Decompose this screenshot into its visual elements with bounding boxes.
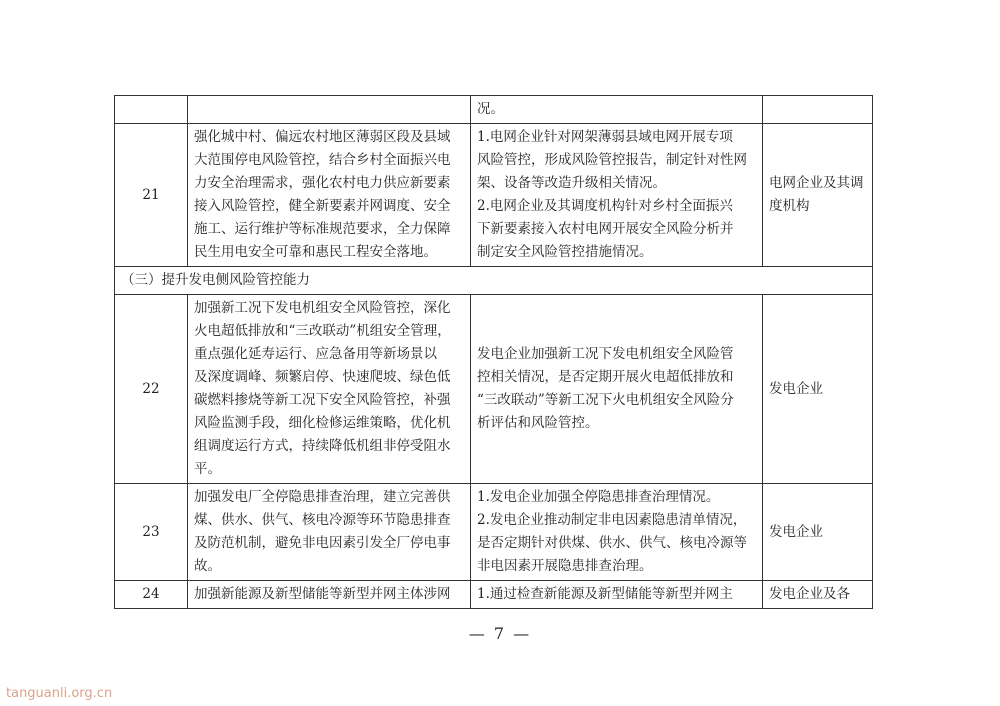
measure-line: 接入风险管控，健全新要素并网调度、安全	[194, 198, 451, 214]
criteria-line: 2.发电企业推动制定非电因素隐患清单情况，	[477, 512, 747, 528]
criteria-cell	[471, 124, 763, 267]
measure-line: 大范围停电风险管控，结合乡村全面振兴电	[194, 152, 451, 168]
measure-line: 及防范机制，避免非电因素引发全厂停电事	[194, 535, 451, 551]
table-row	[115, 295, 873, 484]
row-number: 23	[115, 484, 188, 581]
criteria-line: 下新要素接入农村电网开展安全风险分析并	[477, 221, 734, 237]
criteria-line: 控相关情况，是否定期开展火电超低排放和	[477, 369, 734, 385]
criteria-line: 风险管控，形成风险管控报告，制定针对性网	[477, 152, 747, 168]
measure-cell	[188, 124, 471, 267]
measure-line: 强化城中村、偏远农村地区薄弱区段及县域	[194, 129, 451, 145]
responsible-org: 发电企业及各	[763, 581, 873, 609]
criteria-line: 是否定期针对供煤、供水、供气、核电冷源等	[477, 535, 747, 551]
criteria-line: 1.通过检查新能源及新型储能等新型并网主	[477, 586, 733, 602]
responsible-org	[763, 96, 873, 124]
criteria-line: 1.发电企业加强全停隐患排查治理情况。	[477, 489, 720, 505]
criteria-line: 2.电网企业及其调度机构针对乡村全面振兴	[477, 198, 733, 214]
measures-table	[114, 95, 873, 609]
page-number: — 7 —	[468, 624, 532, 643]
criteria-line: 1.电网企业针对网架薄弱县域电网开展专项	[477, 129, 733, 145]
responsible-org: 发电企业	[763, 295, 873, 484]
responsible-org: 电网企业及其调度机构	[763, 124, 873, 267]
measure-line: 加强发电厂全停隐患排查治理，建立完善供	[194, 489, 451, 505]
table-row	[115, 581, 873, 609]
criteria-line: “三改联动”等新工况下火电机组安全风险分	[477, 392, 734, 408]
measure-line: 加强新能源及新型储能等新型并网主体涉网	[194, 586, 451, 602]
measure-cell	[188, 96, 471, 124]
measure-line: 煤、供水、供气、核电冷源等环节隐患排查	[194, 512, 451, 528]
measure-line: 民生用电安全可靠和惠民工程安全落地。	[194, 244, 437, 260]
section-heading: （三）提升发电侧风险管控能力	[115, 267, 873, 295]
measure-line: 平。	[194, 461, 221, 477]
measure-line: 故。	[194, 558, 221, 574]
criteria-cell	[471, 581, 763, 609]
responsible-org: 发电企业	[763, 484, 873, 581]
measure-line: 及深度调峰、频繁启停、快速爬坡、绿色低	[194, 369, 451, 385]
criteria-line: 非电因素开展隐患排查治理。	[477, 558, 653, 574]
criteria-cell	[471, 295, 763, 484]
criteria-line: 发电企业加强新工况下发电机组安全风险管	[477, 346, 734, 362]
table-row	[115, 484, 873, 581]
measure-line: 风险监测手段，细化检修运维策略，优化机	[194, 415, 451, 431]
measure-line: 重点强化延寿运行、应急备用等新场景以	[194, 346, 437, 362]
measure-line: 组调度运行方式，持续降低机组非停受阻水	[194, 438, 451, 454]
measure-line: 碳燃料掺烧等新工况下安全风险管控，补强	[194, 392, 451, 408]
section-row	[115, 267, 873, 295]
measure-cell	[188, 295, 471, 484]
row-number	[115, 96, 188, 124]
table-row	[115, 124, 873, 267]
measure-line: 力安全治理需求，强化农村电力供应新要素	[194, 175, 451, 191]
criteria-cell	[471, 484, 763, 581]
measure-line: 加强新工况下发电机组安全风险管控，深化	[194, 300, 451, 316]
row-number: 21	[115, 124, 188, 267]
measure-line: 施工、运行维护等标准规范要求，全力保障	[194, 221, 451, 237]
row-number: 22	[115, 295, 188, 484]
watermark-text: tanguanli.org.cn	[6, 686, 113, 701]
table-row	[115, 96, 873, 124]
criteria-line: 架、设备等改造升级相关情况。	[477, 175, 666, 191]
row-number: 24	[115, 581, 188, 609]
measure-line: 火电超低排放和“三改联动”机组安全管理，	[194, 323, 451, 339]
measure-cell	[188, 581, 471, 609]
criteria-cell	[471, 96, 763, 124]
criteria-line: 况。	[477, 101, 504, 117]
measure-cell	[188, 484, 471, 581]
criteria-line: 制定安全风险管控措施情况。	[477, 244, 653, 260]
criteria-line: 析评估和风险管控。	[477, 415, 599, 431]
